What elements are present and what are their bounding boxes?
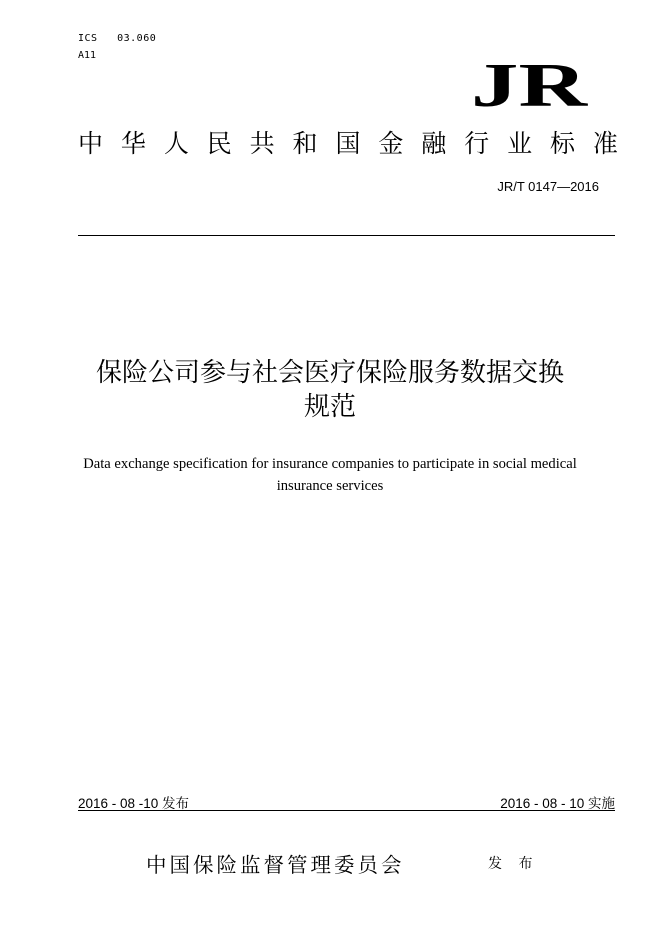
standard-type-char: 华 [120,129,146,158]
ics-code: 03.060 [117,33,157,44]
standard-number: JR/T 0147—2016 [497,179,599,194]
standard-type-char: 共 [249,129,275,158]
standard-type-char: 民 [206,129,232,158]
standard-type-char: 标 [549,129,575,158]
standard-type-char: 国 [335,129,361,158]
title-english [40,453,620,497]
standard-type-char: 准 [592,129,618,158]
title-english-line-1: Data exchange specification for insurance companies to participate in social medical [83,456,577,472]
standard-type-char: 业 [507,129,533,158]
standard-type [78,128,618,160]
issuing-authority: 中国保险监督管理委员会 [146,853,405,877]
top-divider [78,235,615,236]
standard-type-char: 和 [292,129,318,158]
logo-text: JR [471,52,589,116]
standard-type-char: 行 [464,129,490,158]
ics-label: ICS [78,33,98,44]
implement-date: 2016 - 08 - 10 实施 [500,796,615,811]
ccs-code: A11 [78,50,97,61]
issue-action: 发 布 [488,856,539,872]
title-english-line-2: insurance services [276,478,384,494]
bottom-divider [78,810,615,811]
title-chinese-line-2: 规范 [303,392,356,422]
standard-type-char: 人 [163,129,189,158]
standard-type-char: 中 [78,129,104,158]
jr-logo [466,46,592,116]
ics-code-line [78,33,156,44]
standard-type-char: 融 [421,129,447,158]
title-chinese [40,356,620,424]
publish-date: 2016 - 08 -10 发布 [78,796,190,811]
title-chinese-line-1: 保险公司参与社会医疗保险服务数据交换 [95,358,564,388]
standard-type-char: 金 [378,129,404,158]
